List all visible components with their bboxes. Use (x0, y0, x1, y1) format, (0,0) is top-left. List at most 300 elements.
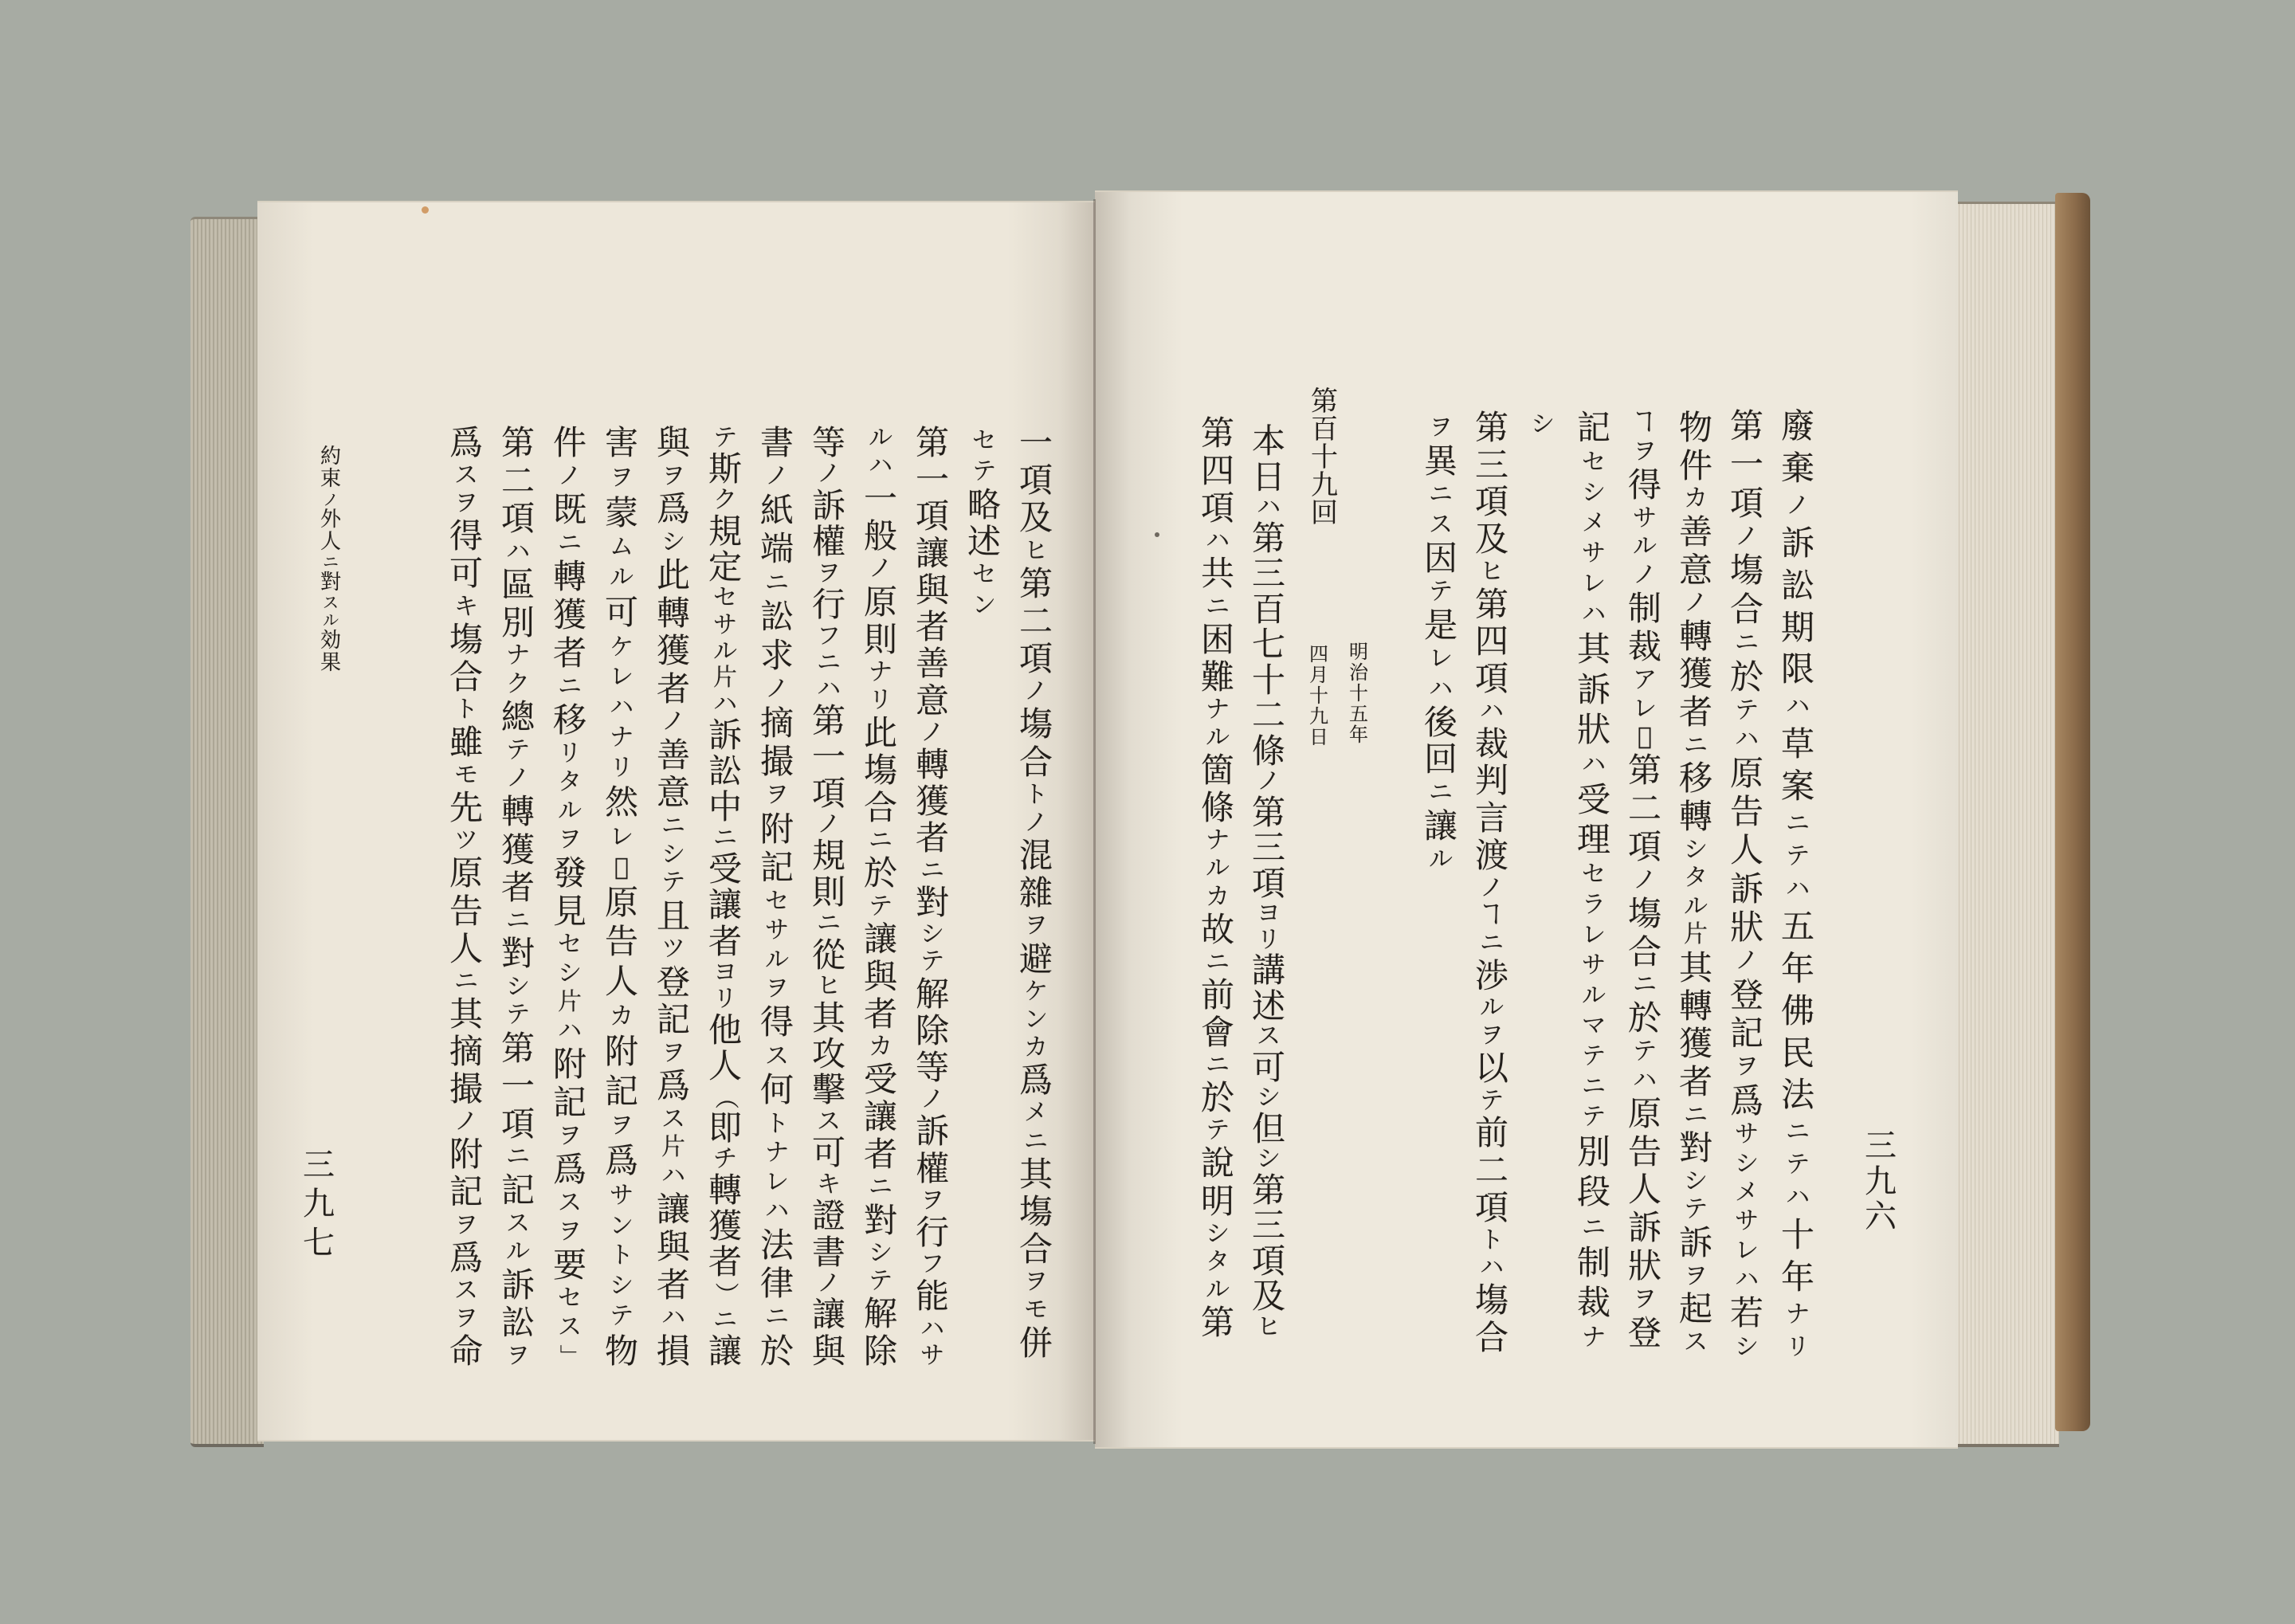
glyph: 除 (863, 1331, 897, 1371)
glyph: 百 (1251, 589, 1285, 629)
glyph: 物 (604, 1331, 638, 1371)
glyph: ヲ (610, 463, 634, 492)
glyph: 第 (1729, 406, 1763, 445)
glyph: カ (869, 1032, 892, 1061)
glyph: ケ (610, 633, 634, 661)
glyph: ハ (610, 693, 634, 722)
glyph: 讓 (811, 1295, 845, 1335)
glyph: ハ (1786, 692, 1810, 721)
glyph: 中 (708, 787, 742, 827)
right-page-edges (1956, 202, 2059, 1447)
glyph: 區 (500, 565, 535, 605)
glyph: 轉 (1678, 796, 1712, 836)
glyph: ム (610, 533, 634, 562)
glyph: ヒ (1480, 557, 1504, 586)
glyph: ニ (506, 906, 530, 935)
text-column (910, 423, 955, 1370)
glyph: 轉 (552, 557, 586, 596)
glyph: ノ (323, 489, 339, 509)
glyph: 段 (1576, 1172, 1610, 1212)
glyph: 𪜈 (1637, 723, 1652, 751)
glyph: ナ (610, 723, 634, 751)
glyph: テ (1684, 1195, 1708, 1224)
glyph: テ (713, 424, 737, 452)
glyph: ス (1429, 511, 1453, 539)
glyph: 告 (449, 891, 483, 931)
glyph: 其 (811, 998, 845, 1038)
glyph: ハ (1582, 600, 1606, 629)
glyph: ヲ (454, 1210, 478, 1239)
glyph: レ (1429, 645, 1453, 673)
glyph: 獲 (1678, 1024, 1712, 1064)
glyph: 斯 (708, 449, 742, 489)
paper-stain (422, 206, 429, 214)
glyph: 理 (1576, 819, 1610, 859)
glyph: ル (1582, 982, 1606, 1010)
glyph: リ (1257, 925, 1281, 954)
glyph: 第 (1474, 408, 1508, 447)
glyph: 狀 (1729, 908, 1763, 947)
glyph: 十 (1309, 685, 1328, 707)
glyph: ノ (454, 1108, 478, 1136)
glyph: マ (1582, 1012, 1606, 1041)
glyph: 述 (967, 522, 1001, 561)
glyph: 項 (500, 499, 535, 539)
glyph: 塲 (1474, 1281, 1508, 1320)
glyph: 獲 (708, 1206, 742, 1246)
lecture-date-day (1297, 644, 1341, 755)
glyph: 對 (915, 882, 949, 922)
glyph: 般 (863, 516, 897, 556)
glyph: レ (765, 1167, 789, 1196)
glyph: ニ (1480, 929, 1504, 958)
glyph: 第 (1474, 584, 1508, 624)
glyph: 四 (1474, 622, 1508, 661)
glyph: 移 (1678, 759, 1712, 798)
glyph: 訟 (1780, 565, 1814, 605)
glyph: ナ (1206, 826, 1230, 855)
glyph: ト (1480, 1226, 1504, 1254)
glyph: 爲 (1729, 1081, 1763, 1120)
glyph: サ (1582, 951, 1606, 979)
glyph: ヿ (1633, 409, 1657, 437)
glyph: 附 (449, 1135, 483, 1175)
glyph: 訴 (1780, 523, 1814, 563)
glyph: 記 (1576, 408, 1610, 447)
text-column (1014, 423, 1058, 1363)
glyph: 第 (915, 423, 949, 462)
glyph: ニ (1582, 1213, 1606, 1242)
glyph: ニ (1429, 481, 1453, 508)
glyph: ニ (869, 1173, 892, 1202)
glyph: ハ (506, 537, 530, 566)
glyph: 此 (656, 555, 690, 595)
glyph: ン (1024, 1005, 1048, 1034)
glyph: ヲ (1633, 1285, 1657, 1313)
glyph: セ (1582, 449, 1606, 477)
glyph: ル (558, 797, 582, 825)
glyph: ニ (1206, 947, 1230, 976)
glyph: 訴 (1729, 869, 1763, 908)
glyph: ハ (661, 1162, 685, 1191)
glyph: ナ (869, 657, 892, 686)
glyph: 移 (552, 700, 586, 739)
glyph: ハ (558, 1017, 582, 1045)
glyph: 及 (1018, 498, 1053, 538)
glyph: ス (454, 1276, 478, 1304)
glyph: サ (713, 610, 737, 639)
glyph: 記 (1729, 1014, 1763, 1053)
glyph: 於 (1627, 998, 1661, 1038)
glyph: 裁 (1627, 626, 1661, 666)
glyph: ニ (817, 909, 841, 938)
glyph: 讓 (656, 1189, 690, 1229)
glyph: テ (920, 947, 944, 976)
glyph: 轉 (708, 1171, 742, 1210)
glyph: 訟 (500, 1303, 535, 1343)
glyph: ツ (661, 935, 685, 963)
glyph: 回 (1423, 739, 1457, 779)
glyph: 獲 (656, 631, 690, 671)
glyph: セ (558, 931, 582, 959)
glyph: 意 (1678, 550, 1712, 590)
glyph: 其 (1576, 630, 1610, 669)
glyph: 對 (500, 934, 535, 974)
glyph: ス (817, 1107, 841, 1136)
glyph: 二 (1018, 601, 1053, 641)
glyph: 於 (759, 1331, 794, 1371)
glyph: 二 (500, 461, 535, 500)
glyph: 五 (1349, 703, 1368, 725)
text-column (755, 423, 799, 1371)
running-header (308, 446, 353, 673)
glyph: 項 (1018, 461, 1053, 500)
glyph: モ (454, 761, 478, 790)
glyph: リ (610, 753, 634, 782)
glyph: リ (558, 739, 582, 767)
glyph: 轉 (656, 593, 690, 633)
text-column (1469, 408, 1514, 1357)
glyph: テ (1206, 1116, 1230, 1145)
text-column (806, 423, 851, 1371)
glyph: サ (1633, 504, 1657, 532)
glyph: 避 (1018, 939, 1053, 979)
glyph: 害 (604, 423, 638, 462)
glyph: シ (558, 959, 582, 987)
glyph: 記 (449, 1172, 483, 1212)
glyph: 第 (1311, 386, 1338, 418)
glyph: 前 (1200, 975, 1234, 1014)
glyph: キ (817, 1170, 841, 1198)
glyph: 爲 (552, 1150, 586, 1189)
glyph: 定 (708, 547, 742, 587)
glyph: ヲ (454, 1304, 478, 1332)
glyph: ノ (765, 675, 789, 704)
glyph: 故 (1200, 909, 1234, 949)
glyph: 九 (303, 1186, 335, 1222)
glyph: ス (506, 1209, 530, 1238)
glyph: ニ (323, 552, 339, 572)
glyph: 難 (1200, 657, 1234, 696)
glyph: レ (1735, 1236, 1759, 1265)
glyph: 明 (1349, 641, 1368, 663)
glyph: 項 (1251, 1241, 1285, 1281)
glyph: テ (506, 1001, 530, 1030)
glyph: 讓 (708, 885, 742, 925)
glyph: 日 (1309, 726, 1328, 748)
glyph: 狀 (1576, 709, 1610, 749)
glyph: ノ (1633, 561, 1657, 590)
glyph: ス (454, 461, 478, 490)
glyph: 後 (1423, 703, 1457, 742)
glyph: 者 (1678, 1061, 1712, 1101)
glyph: 撮 (759, 741, 794, 781)
glyph: 他 (708, 1010, 742, 1049)
glyph: ） (712, 1281, 740, 1306)
glyph: ケ (1024, 977, 1048, 1006)
text-column (858, 424, 903, 1371)
glyph: 年 (1780, 948, 1814, 988)
glyph: 及 (1474, 520, 1508, 559)
glyph: ニ (817, 648, 841, 677)
text-column (444, 423, 488, 1371)
glyph: 二 (1474, 1151, 1508, 1191)
glyph: 渡 (1474, 835, 1508, 875)
glyph: 期 (1780, 607, 1814, 647)
glyph: ハ (1633, 1065, 1657, 1094)
glyph: 箇 (1200, 751, 1234, 790)
glyph: 且 (656, 896, 690, 936)
glyph: 爲 (1018, 1061, 1053, 1100)
glyph: 以 (1474, 1048, 1508, 1088)
glyph: テ (1480, 1086, 1504, 1115)
text-column (1775, 406, 1820, 1361)
glyph: セ (713, 584, 737, 613)
glyph: 等 (811, 423, 845, 462)
glyph: 第 (1251, 518, 1285, 558)
glyph: 可 (604, 592, 638, 632)
glyph: ヨ (713, 958, 737, 987)
glyph: 訴 (500, 1265, 535, 1304)
glyph: 訴 (1627, 1208, 1661, 1248)
text-column (1724, 406, 1769, 1361)
glyph: テ (506, 736, 530, 764)
glyph: 一 (811, 737, 845, 777)
glyph: 證 (811, 1196, 845, 1236)
glyph: 與 (915, 570, 949, 610)
glyph: 及 (1251, 1277, 1285, 1316)
glyph: 告 (604, 922, 638, 962)
glyph: 訴 (1678, 1223, 1712, 1262)
glyph: ナ (765, 1139, 789, 1167)
glyph: 先 (449, 788, 483, 828)
glyph: ア (1633, 665, 1657, 694)
glyph: 共 (1200, 554, 1234, 594)
glyph: 二 (1627, 789, 1661, 829)
glyph: 除 (915, 1010, 949, 1050)
glyph: シ (869, 1238, 892, 1267)
glyph: 五 (1780, 906, 1814, 946)
glyph: 一 (1729, 445, 1763, 484)
glyph: 此 (863, 712, 897, 752)
glyph: ヲ (1684, 1261, 1708, 1290)
glyph: テ (1582, 1042, 1606, 1071)
glyph: 訴 (708, 715, 742, 755)
glyph: 訟 (708, 751, 742, 791)
text-column (1520, 410, 1565, 457)
glyph: テ (1582, 1103, 1606, 1132)
glyph: 善 (1678, 512, 1712, 551)
glyph: カ (1206, 882, 1230, 911)
glyph: 規 (811, 836, 845, 876)
glyph: 獲 (1678, 654, 1712, 694)
glyph: ン (610, 1211, 634, 1240)
glyph: 得 (1627, 465, 1661, 504)
glyph: 於 (1200, 1078, 1234, 1118)
glyph: ハ (1786, 1183, 1810, 1212)
glyph: セ (972, 561, 996, 589)
glyph: 得 (759, 1002, 794, 1042)
glyph: セ (1582, 860, 1606, 888)
glyph: ノ (506, 764, 530, 793)
glyph: ノ (1024, 808, 1048, 837)
glyph: 會 (1200, 1012, 1234, 1052)
glyph: 獲 (552, 595, 586, 634)
glyph: ラ (1582, 890, 1606, 919)
page-number-right (1858, 1130, 1903, 1233)
glyph: 一 (863, 479, 897, 519)
glyph: レ (1633, 694, 1657, 723)
glyph: 書 (759, 423, 794, 462)
glyph: 言 (1474, 798, 1508, 838)
glyph: ニ (765, 568, 789, 597)
glyph: モ (1024, 1296, 1048, 1324)
glyph: テ (1786, 841, 1810, 870)
glyph: 年 (1780, 1257, 1814, 1296)
glyph: ハ (1582, 750, 1606, 779)
glyph: （ (712, 1085, 740, 1109)
text-column (496, 423, 540, 1370)
glyph: カ (1684, 484, 1708, 513)
glyph: ニ (661, 812, 685, 841)
glyph: 訴 (1576, 669, 1610, 709)
glyph: ル (1206, 854, 1230, 883)
glyph: 摘 (449, 1031, 483, 1071)
glyph: 六 (1865, 1198, 1897, 1235)
glyph: 者 (863, 1135, 897, 1175)
glyph: 三 (303, 1147, 335, 1183)
glyph: シ (1684, 1167, 1708, 1195)
glyph: 告 (1627, 1132, 1661, 1171)
glyph: ニ (558, 673, 582, 700)
glyph: ト (765, 1109, 789, 1138)
glyph: ノ (1735, 523, 1759, 551)
glyph: ニ (1735, 629, 1759, 657)
glyph: 混 (1018, 836, 1053, 876)
glyph: 四 (1309, 643, 1328, 665)
glyph: 既 (552, 490, 586, 529)
glyph: 件 (1678, 445, 1712, 485)
text-column (1195, 414, 1240, 1342)
glyph: 民 (1780, 1033, 1814, 1073)
glyph: ナ (1582, 1323, 1606, 1351)
glyph: 狀 (1627, 1246, 1661, 1286)
glyph: キ (454, 592, 478, 621)
glyph: ニ (1684, 731, 1708, 759)
glyph: 渉 (1474, 955, 1508, 995)
glyph: サ (920, 1341, 944, 1370)
glyph: 等 (915, 1047, 949, 1087)
glyph: 者 (552, 634, 586, 673)
glyph: ニ (1206, 1051, 1230, 1080)
glyph: 記 (604, 1071, 638, 1111)
glyph: セ (765, 887, 789, 916)
glyph: ヲ (817, 559, 841, 587)
glyph: 何 (759, 1070, 794, 1110)
glyph: ル (1633, 532, 1657, 561)
glyph: 但 (1251, 1108, 1285, 1148)
glyph: テ (1786, 1151, 1810, 1179)
glyph: 記 (500, 1171, 535, 1210)
glyph: 項 (1474, 1187, 1508, 1227)
glyph: ハ (1257, 493, 1281, 522)
glyph: 」 (556, 1344, 584, 1368)
glyph: レ (1582, 570, 1606, 598)
glyph: 轉 (1678, 986, 1712, 1026)
glyph: セ (558, 1285, 582, 1312)
glyph: 即 (708, 1108, 742, 1148)
glyph: 裁 (1474, 724, 1508, 763)
glyph: 獲 (500, 830, 535, 869)
glyph: 行 (915, 1213, 949, 1253)
glyph: 治 (1349, 661, 1368, 684)
glyph: 對 (1678, 1128, 1712, 1168)
glyph: 則 (811, 872, 845, 912)
glyph: ニ (454, 967, 478, 995)
glyph: ク (713, 486, 737, 515)
glyph: 意 (915, 681, 949, 720)
glyph: 轉 (500, 792, 535, 832)
glyph: 權 (811, 522, 845, 562)
glyph: 意 (656, 773, 690, 813)
glyph: 回 (1311, 497, 1338, 529)
glyph: 雖 (449, 722, 483, 762)
glyph: 端 (759, 529, 794, 569)
glyph: ノ (765, 462, 789, 491)
glyph: 物 (1678, 408, 1712, 447)
glyph: 總 (500, 697, 535, 737)
glyph: 人 (1627, 1170, 1661, 1210)
glyph: 其 (449, 994, 483, 1034)
text-column (1622, 411, 1667, 1350)
glyph: 一 (915, 460, 949, 500)
glyph: 述 (1251, 986, 1285, 1026)
glyph: ニ (1786, 1118, 1810, 1147)
glyph: 略 (967, 485, 1001, 524)
glyph: 行 (811, 585, 845, 625)
glyph: テ (869, 892, 892, 920)
glyph: メ (1024, 1099, 1048, 1128)
glyph: 轉 (1678, 616, 1712, 656)
glyph: 受 (1576, 779, 1610, 819)
glyph: 原 (863, 582, 897, 622)
glyph: ヲ (765, 975, 789, 1002)
glyph: ヲ (1735, 1053, 1759, 1081)
glyph: 第 (1200, 1302, 1234, 1342)
glyph: ノ (920, 718, 944, 747)
glyph: ノ (1257, 767, 1281, 796)
glyph: 合 (449, 657, 483, 696)
